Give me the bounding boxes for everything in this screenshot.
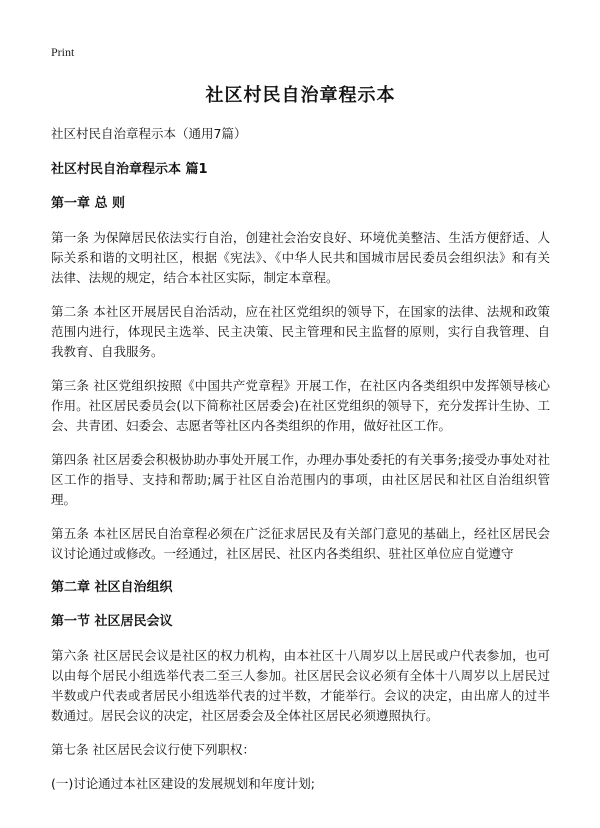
article-7: 第七条 社区居民会议行使下列职权： (51, 742, 255, 757)
chapter-1-title: 第一章 总 则 (51, 196, 126, 211)
article-7-item-1: (一)讨论通过本社区建设的发展规划和年度计划; (51, 776, 315, 791)
section-1-title: 第一节 社区居民会议 (51, 614, 173, 629)
print-link[interactable]: Print (51, 45, 75, 59)
page-title: 社区村民自治章程示本 (205, 85, 396, 106)
article-3: 第三条 社区党组织按照《中国共产党章程》开展工作，在社区内各类组织中发挥领导核心作用。社区居民委员会(以下简称社区居委会)在社区党组织的领导下，充分发挥计生协、工会、共青团、妇委会、志愿者等社区内各类组织的作用，做好社区工作。 (51, 378, 550, 433)
article-6: 第六条 社区居民会议是社区的权力机构，由本社区十八周岁以上居民或户代表参加，也可以由每个居民小组选举代表二至三人参加。社区居民会议必须有全体十八周岁以上居民过半数或户代表或者居民小组选举代表的过半数，才能举行。会议的决定，由出席人的过半数通过。居民会议的决定，社区居委会及全体社区居民必须遵照执行。 (51, 648, 550, 723)
article-5: 第五条 本社区居民自治章程必须在广泛征求居民及有关部门意见的基础上，经社区居民会议讨论通过或修改。一经通过，社区居民、社区内各类组织、驻社区单位应自觉遵守 (51, 526, 550, 561)
article-1: 第一条 为保障居民依法实行自治，创建社会治安良好、环境优美整洁、生活方便舒适、人际关系和谐的文明社区，根据《宪法》、《中华人民共和国城市居民委员会组织法》和有关法律、法规的规定，结合本社区实际，制定本章程。 (51, 230, 550, 285)
article-2: 第二条 本社区开展居民自治活动，应在社区党组织的领导下，在国家的法律、法规和政策范围内进行，体现民主选举、民主决策、民主管理和民主监督的原则，实行自我管理、自我教育、自我服务。 (51, 304, 550, 359)
chapter-2-title: 第二章 社区自治组织 (51, 580, 173, 595)
part-title: 社区村民自治章程示本 篇1 (51, 162, 208, 177)
document-subtitle: 社区村民自治章程示本（通用7篇） (51, 126, 247, 141)
article-4: 第四条 社区居委会积极协助办事处开展工作，办理办事处委托的有关事务;接受办事处对社区工作的指导、支持和帮助;属于社区自治范围内的事项，由社区居民和社区自治组织管理。 (51, 452, 550, 507)
